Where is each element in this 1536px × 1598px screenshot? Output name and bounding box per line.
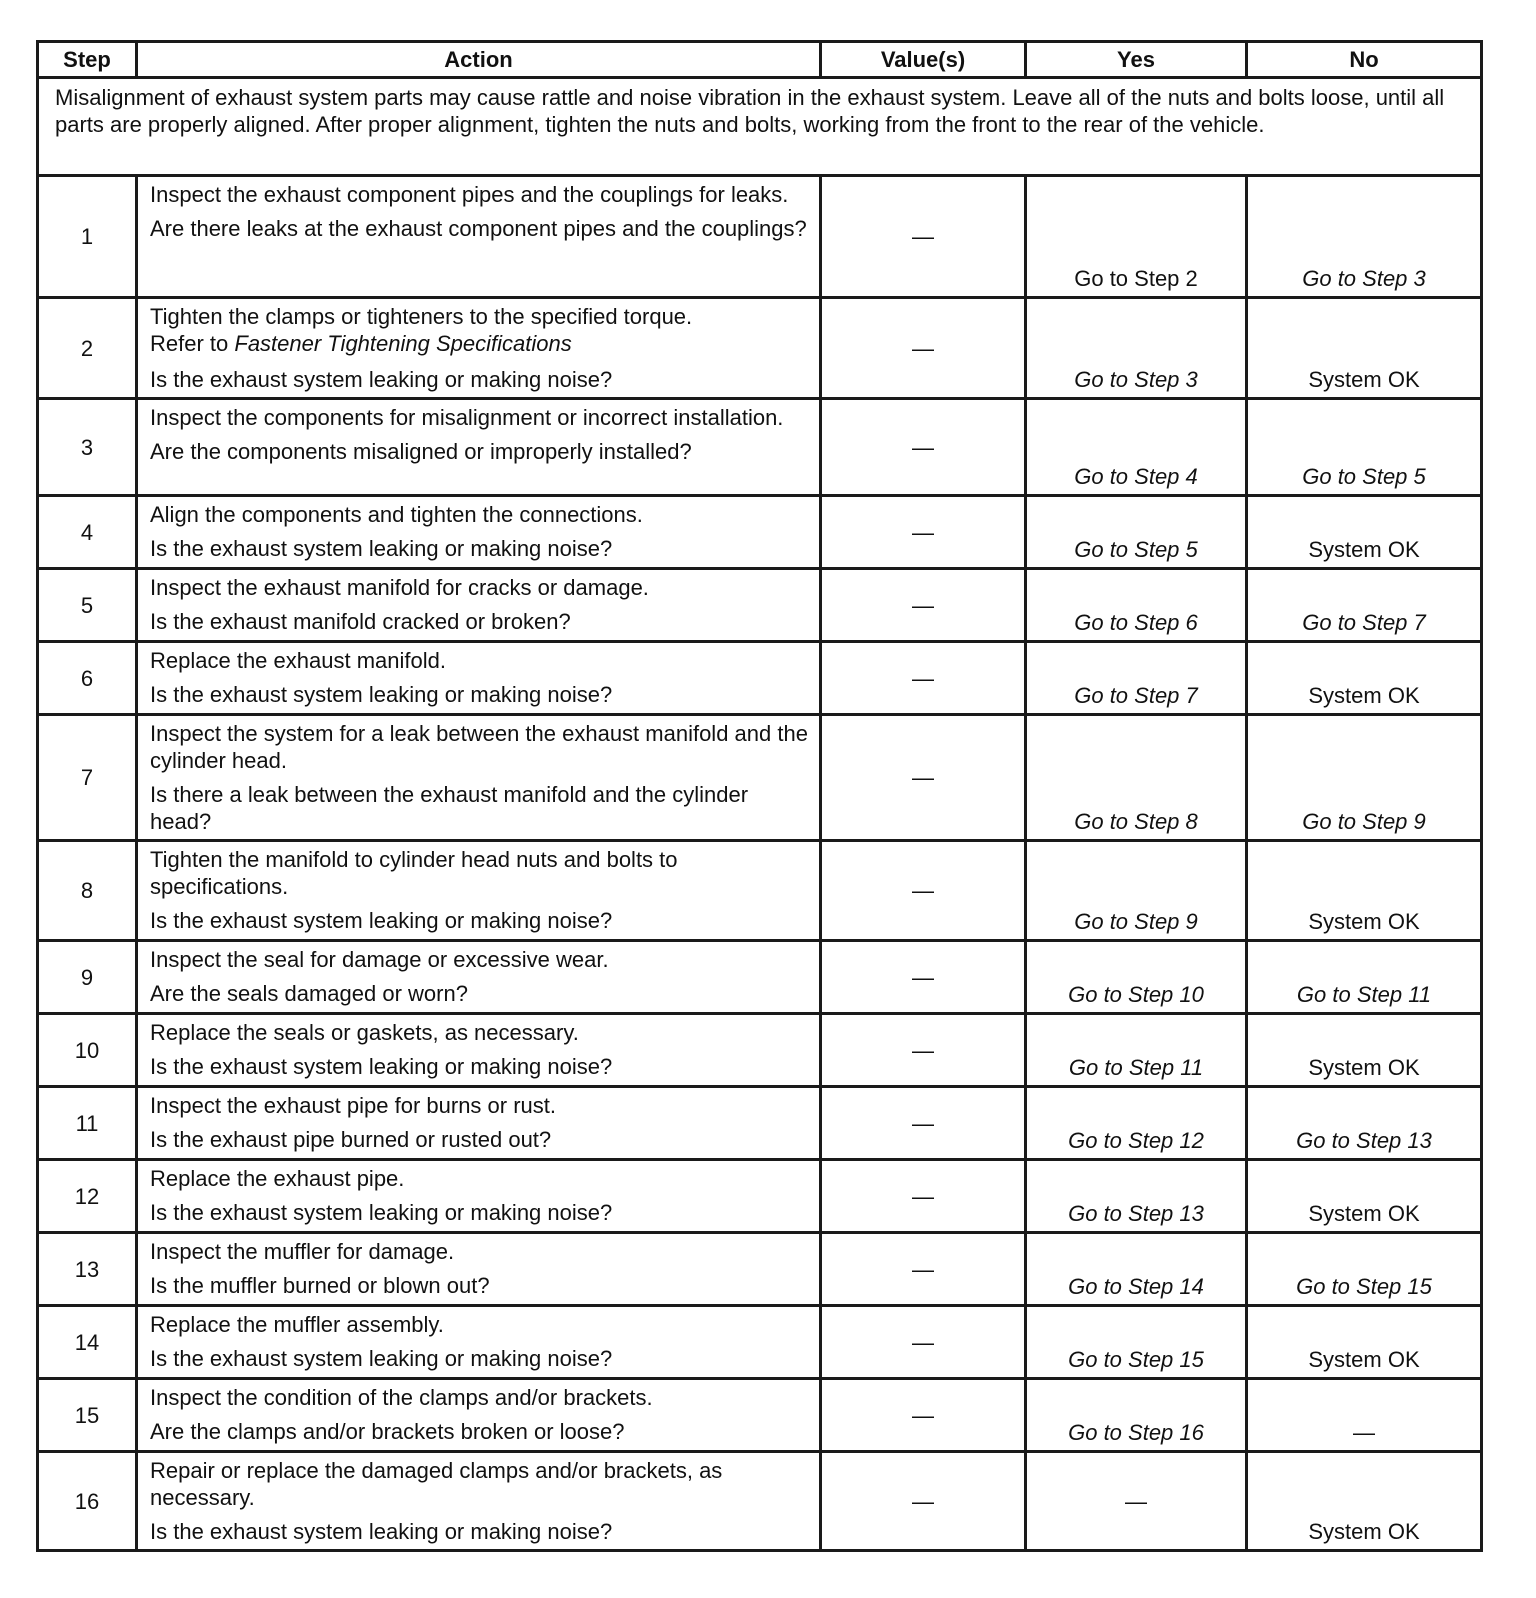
yes-result: Go to Step 16 — [1068, 1420, 1204, 1445]
action-question: Is the exhaust system leaking or making noise? — [150, 682, 613, 707]
action-instruction-line: Replace the exhaust manifold. — [150, 648, 446, 673]
header-values: Value(s) — [821, 42, 1026, 78]
no-result: System OK — [1308, 683, 1420, 708]
action-cell — [137, 642, 821, 715]
yes-cell — [1026, 841, 1247, 941]
step-number: 14 — [38, 1306, 137, 1379]
no-result: Go to Step 13 — [1296, 1128, 1432, 1153]
header-row — [38, 42, 1482, 78]
yes-result: Go to Step 4 — [1074, 464, 1198, 489]
value-cell: — — [821, 1233, 1026, 1306]
action-instruction — [150, 846, 809, 900]
table-row — [38, 715, 1482, 841]
action-question: Is the exhaust system leaking or making noise? — [150, 367, 613, 392]
yes-cell — [1026, 715, 1247, 841]
table-row — [38, 399, 1482, 496]
table-row — [38, 1452, 1482, 1551]
action-instruction — [150, 303, 809, 357]
action-question: Is the exhaust system leaking or making noise? — [150, 536, 613, 561]
action-cell — [137, 496, 821, 569]
header-yes: Yes — [1026, 42, 1247, 78]
no-result: System OK — [1308, 1519, 1420, 1544]
action-instruction — [150, 1311, 809, 1338]
action-instruction — [150, 181, 809, 208]
no-result: Go to Step 15 — [1296, 1274, 1432, 1299]
action-instruction-line: Inspect the components for misalignment or incorrect installation. — [150, 405, 784, 430]
action-cell — [137, 1452, 821, 1551]
action-instruction — [150, 501, 809, 528]
step-number: 9 — [38, 941, 137, 1014]
action-instruction — [150, 720, 809, 774]
action-question: Is the muffler burned or blown out? — [150, 1273, 490, 1298]
action-question: Is the exhaust manifold cracked or broken? — [150, 609, 571, 634]
value-cell: — — [821, 841, 1026, 941]
note-text: Misalignment of exhaust system parts may cause rattle and noise vibration in the exhaust system. Leave all of the nuts and bolts loose, until all parts are properly aligned. After proper alignment, tighten the nuts and bolts, working from the front to the rear of the vehicle. — [38, 78, 1482, 176]
action-instruction — [150, 1092, 809, 1119]
step-number: 11 — [38, 1087, 137, 1160]
table-row — [38, 1306, 1482, 1379]
yes-cell — [1026, 1379, 1247, 1452]
value-cell: — — [821, 1087, 1026, 1160]
action-instruction-line: Inspect the seal for damage or excessive wear. — [150, 947, 609, 972]
step-number: 15 — [38, 1379, 137, 1452]
no-result: Go to Step 3 — [1302, 266, 1426, 291]
no-cell — [1247, 1306, 1482, 1379]
header-action: Action — [137, 42, 821, 78]
step-number: 5 — [38, 569, 137, 642]
step-number: 12 — [38, 1160, 137, 1233]
value-cell: — — [821, 715, 1026, 841]
action-cell — [137, 1087, 821, 1160]
action-cell — [137, 298, 821, 399]
action-instruction — [150, 1165, 809, 1192]
yes-cell — [1026, 1087, 1247, 1160]
no-result: — — [1353, 1420, 1375, 1445]
action-instruction-line: Tighten the manifold to cylinder head nuts and bolts to specifications. — [150, 847, 678, 899]
yes-cell — [1026, 1014, 1247, 1087]
action-instruction-line: Inspect the exhaust manifold for cracks or damage. — [150, 575, 649, 600]
action-cell — [137, 1233, 821, 1306]
no-result: System OK — [1308, 367, 1420, 392]
action-cell — [137, 569, 821, 642]
value-cell: — — [821, 941, 1026, 1014]
yes-cell — [1026, 1160, 1247, 1233]
table-row — [38, 569, 1482, 642]
table-row — [38, 841, 1482, 941]
action-cell — [137, 1160, 821, 1233]
action-instruction-line: Inspect the condition of the clamps and/or brackets. — [150, 1385, 653, 1410]
no-cell — [1247, 496, 1482, 569]
yes-result: Go to Step 2 — [1074, 266, 1198, 291]
value-cell: — — [821, 176, 1026, 298]
no-cell — [1247, 1014, 1482, 1087]
no-result: System OK — [1308, 1347, 1420, 1372]
yes-cell — [1026, 1452, 1247, 1551]
table-row — [38, 1087, 1482, 1160]
action-cell — [137, 941, 821, 1014]
action-question: Is there a leak between the exhaust manifold and the cylinder head? — [150, 782, 749, 834]
table-row — [38, 1160, 1482, 1233]
action-instruction-line: Inspect the exhaust component pipes and the couplings for leaks. — [150, 182, 789, 207]
action-question: Are the seals damaged or worn? — [150, 981, 468, 1006]
header-step: Step — [38, 42, 137, 78]
yes-cell — [1026, 496, 1247, 569]
step-number: 4 — [38, 496, 137, 569]
yes-result: Go to Step 3 — [1074, 367, 1198, 392]
action-cell — [137, 715, 821, 841]
no-result: Go to Step 7 — [1302, 610, 1426, 635]
table-row — [38, 1014, 1482, 1087]
step-number: 6 — [38, 642, 137, 715]
yes-result: Go to Step 13 — [1068, 1201, 1204, 1226]
no-cell — [1247, 176, 1482, 298]
action-instruction — [150, 404, 809, 431]
step-number: 2 — [38, 298, 137, 399]
action-instruction — [150, 574, 809, 601]
action-question: Are the components misaligned or improperly installed? — [150, 439, 692, 464]
yes-result: Go to Step 7 — [1074, 683, 1198, 708]
action-cell — [137, 841, 821, 941]
value-cell: — — [821, 569, 1026, 642]
value-cell: — — [821, 298, 1026, 399]
step-number: 3 — [38, 399, 137, 496]
action-instruction — [150, 1384, 809, 1411]
table-row — [38, 642, 1482, 715]
no-cell — [1247, 941, 1482, 1014]
action-cell — [137, 1379, 821, 1452]
action-cell — [137, 1306, 821, 1379]
action-question: Is the exhaust system leaking or making noise? — [150, 1200, 613, 1225]
action-question: Is the exhaust system leaking or making noise? — [150, 1054, 613, 1079]
yes-cell — [1026, 176, 1247, 298]
action-reference: Fastener Tightening Specifications — [234, 331, 572, 356]
no-cell — [1247, 841, 1482, 941]
yes-result: Go to Step 15 — [1068, 1347, 1204, 1372]
table-row — [38, 1233, 1482, 1306]
action-question: Is the exhaust system leaking or making noise? — [150, 1346, 613, 1371]
yes-cell — [1026, 642, 1247, 715]
yes-cell — [1026, 941, 1247, 1014]
yes-cell — [1026, 1306, 1247, 1379]
yes-result: Go to Step 11 — [1068, 1055, 1204, 1080]
table-row — [38, 496, 1482, 569]
no-cell — [1247, 715, 1482, 841]
action-instruction — [150, 1457, 809, 1511]
value-cell: — — [821, 1379, 1026, 1452]
no-result: System OK — [1308, 1055, 1420, 1080]
action-instruction-line: Replace the muffler assembly. — [150, 1312, 444, 1337]
step-number: 13 — [38, 1233, 137, 1306]
yes-result: Go to Step 10 — [1068, 982, 1204, 1007]
value-cell: — — [821, 1014, 1026, 1087]
no-result: Go to Step 9 — [1302, 809, 1426, 834]
table-row — [38, 941, 1482, 1014]
no-cell — [1247, 1379, 1482, 1452]
no-cell — [1247, 298, 1482, 399]
action-question: Are the clamps and/or brackets broken or loose? — [150, 1419, 625, 1444]
action-instruction — [150, 1019, 809, 1046]
step-number: 1 — [38, 176, 137, 298]
value-cell: — — [821, 1160, 1026, 1233]
value-cell: — — [821, 642, 1026, 715]
yes-cell — [1026, 1233, 1247, 1306]
action-cell — [137, 1014, 821, 1087]
action-instruction-line: Repair or replace the damaged clamps and/or brackets, as necessary. — [150, 1458, 723, 1510]
yes-result: Go to Step 14 — [1068, 1274, 1204, 1299]
yes-result: — — [1125, 1488, 1147, 1514]
value-cell: — — [821, 1306, 1026, 1379]
step-number: 10 — [38, 1014, 137, 1087]
yes-result: Go to Step 12 — [1068, 1128, 1204, 1153]
action-question: Is the exhaust system leaking or making noise? — [150, 908, 613, 933]
no-cell — [1247, 1160, 1482, 1233]
diagnostic-table — [36, 40, 1483, 1552]
action-instruction — [150, 1238, 809, 1265]
no-result: System OK — [1308, 1201, 1420, 1226]
no-result: System OK — [1308, 909, 1420, 934]
action-question: Is the exhaust pipe burned or rusted out? — [150, 1127, 552, 1152]
yes-result: Go to Step 6 — [1074, 610, 1198, 635]
yes-cell — [1026, 399, 1247, 496]
yes-result: Go to Step 8 — [1074, 809, 1198, 834]
table-row — [38, 176, 1482, 298]
action-instruction — [150, 647, 809, 674]
action-instruction-line: Inspect the system for a leak between the exhaust manifold and the cylinder head. — [150, 721, 808, 773]
value-cell: — — [821, 1452, 1026, 1551]
action-instruction — [150, 946, 809, 973]
value-cell: — — [821, 399, 1026, 496]
action-question: Is the exhaust system leaking or making noise? — [150, 1519, 613, 1544]
action-instruction-line: Tighten the clamps or tighteners to the specified torque. — [150, 304, 693, 329]
action-cell — [137, 399, 821, 496]
step-number: 8 — [38, 841, 137, 941]
table-row — [38, 298, 1482, 399]
action-cell — [137, 176, 821, 298]
yes-cell — [1026, 298, 1247, 399]
action-instruction-line: Replace the seals or gaskets, as necessary. — [150, 1020, 579, 1045]
no-cell — [1247, 1087, 1482, 1160]
action-instruction-line: Inspect the exhaust pipe for burns or rust. — [150, 1093, 557, 1118]
no-cell — [1247, 569, 1482, 642]
no-result: Go to Step 11 — [1296, 982, 1432, 1007]
header-no: No — [1247, 42, 1482, 78]
table-row — [38, 1379, 1482, 1452]
action-question: Are there leaks at the exhaust component pipes and the couplings? — [150, 216, 807, 241]
yes-result: Go to Step 5 — [1074, 537, 1198, 562]
no-cell — [1247, 399, 1482, 496]
no-cell — [1247, 642, 1482, 715]
no-cell — [1247, 1233, 1482, 1306]
note-row — [38, 78, 1482, 176]
action-instruction-line: Align the components and tighten the connections. — [150, 502, 643, 527]
step-number: 16 — [38, 1452, 137, 1551]
step-number: 7 — [38, 715, 137, 841]
value-cell: — — [821, 496, 1026, 569]
action-instruction-line: Inspect the muffler for damage. — [150, 1239, 455, 1264]
no-cell — [1247, 1452, 1482, 1551]
yes-cell — [1026, 569, 1247, 642]
no-result: Go to Step 5 — [1302, 464, 1426, 489]
yes-result: Go to Step 9 — [1074, 909, 1198, 934]
action-instruction-line: Refer to — [150, 331, 235, 356]
no-result: System OK — [1308, 537, 1420, 562]
action-instruction-line: Replace the exhaust pipe. — [150, 1166, 405, 1191]
